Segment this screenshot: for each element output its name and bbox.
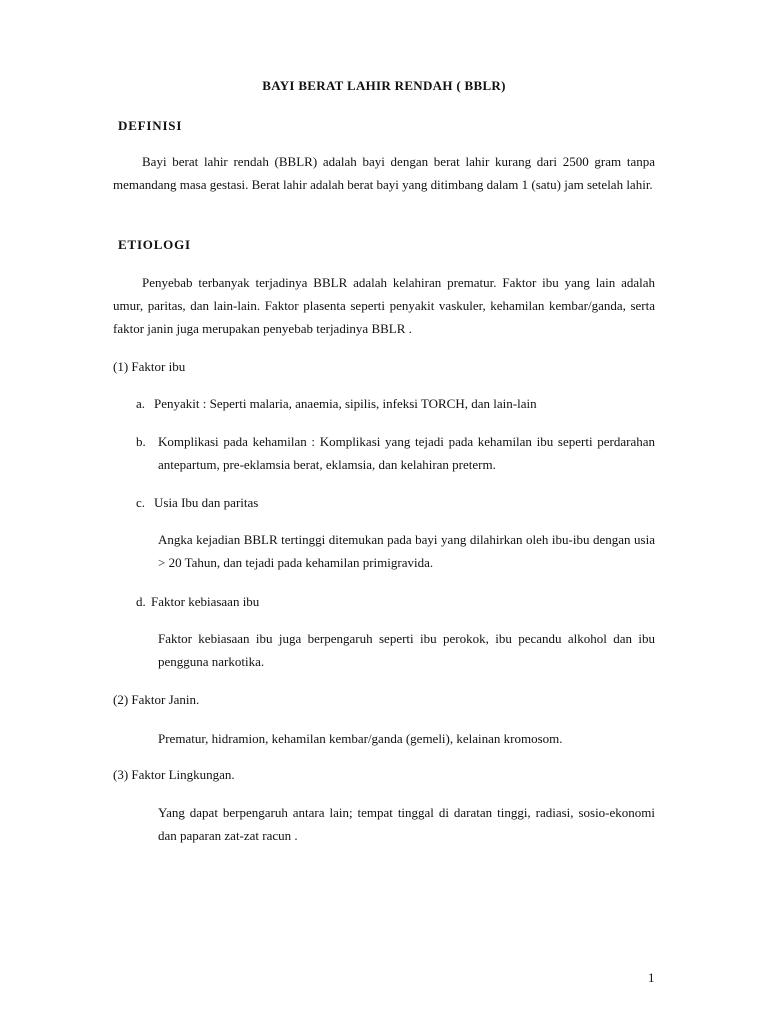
item-b-text: Komplikasi pada kehamilan : Komplikasi yang tejadi pada kehamilan ibu seperti perdarahan antepartum, pre-eklamsia berat, eklamsia, dan kelahiran preterm. [158,434,655,472]
heading-definisi: DEFINISI [118,118,183,133]
faktor-lingkungan-text: Yang dapat berpengaruh antara lain; tempat tinggal di daratan tinggi, radiasi, sosio-ekonomi dan paparan zat-zat racun . [158,805,655,843]
item-a-text: Penyakit : Seperti malaria, anaemia, sipilis, infeksi TORCH, dan lain-lain [154,396,537,411]
item-b-marker: b. [136,434,146,449]
item-c-text: Usia Ibu dan paritas [154,495,259,510]
document-title: BAYI BERAT LAHIR RENDAH ( BBLR) [262,78,506,93]
item-d-detail: Faktor kebiasaan ibu juga berpengaruh seperti ibu perokok, ibu pecandu alkohol dan ibu pengguna narkotika. [158,631,655,669]
faktor-janin-text: Prematur, hidramion, kehamilan kembar/ganda (gemeli), kelainan kromosom. [158,731,563,746]
page-number: 1 [648,970,655,985]
etiologi-text: Penyebab terbanyak terjadinya BBLR adalah kelahiran prematur. Faktor ibu yang lain adalah umur, paritas, dan lain-lain. Faktor plasenta seperti penyakit vaskuler, kehamilan kembar/ganda, serta faktor janin juga merupakan penyebab terjadinya BBLR . [113,275,655,336]
definisi-text: Bayi berat lahir rendah (BBLR) adalah bayi dengan berat lahir kurang dari 2500 gram tanpa memandang masa gestasi. Berat lahir adalah berat bayi yang ditimbang dalam 1 (satu) jam setelah lahir. [113,154,655,192]
faktor-janin-label: (2) Faktor Janin. [113,692,200,707]
item-c-detail: Angka kejadian BBLR tertinggi ditemukan pada bayi yang dilahirkan oleh ibu-ibu dengan usia > 20 Tahun, dan tejadi pada kehamilan primigravida. [158,532,655,570]
item-c-marker: c. [136,495,146,510]
etiologi-paragraph [113,271,655,340]
definisi-paragraph [113,150,655,196]
heading-etiologi: ETIOLOGI [118,237,191,252]
item-d-text: Faktor kebiasaan ibu [151,594,260,609]
faktor-ibu-label: (1) Faktor ibu [113,359,186,374]
item-a-marker: a. [136,396,146,411]
item-d-marker: d. [136,594,146,609]
faktor-lingkungan-label: (3) Faktor Lingkungan. [113,767,235,782]
